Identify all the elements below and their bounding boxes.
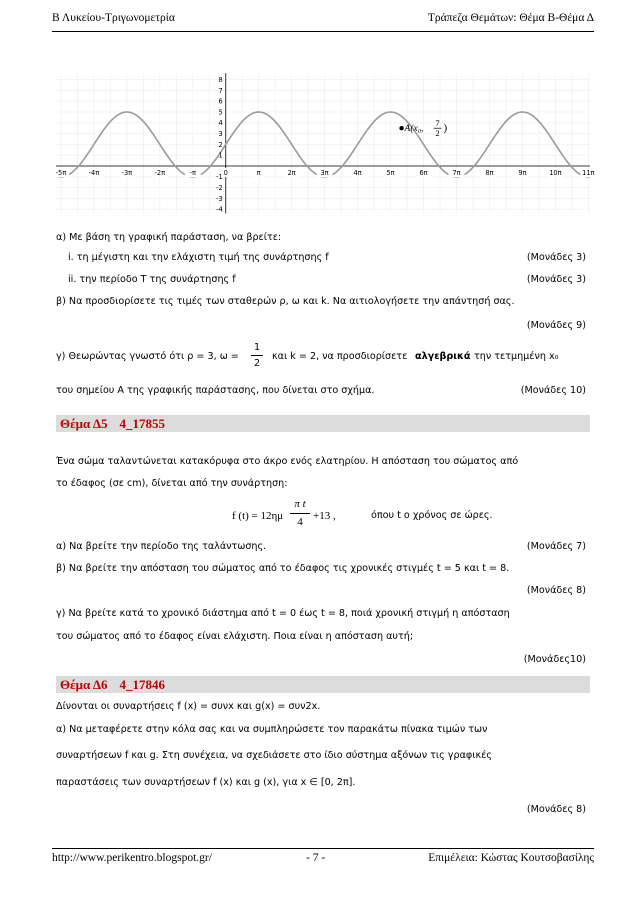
footer-rule: [52, 848, 594, 849]
d5-formula-note: όπου t ο χρόνος σε ώρες.: [371, 510, 493, 521]
d5-b-points: (Μονάδες 8): [526, 585, 586, 596]
q-a-i-points: (Μονάδες 3): [526, 252, 586, 263]
y-tick-label: 4: [218, 119, 223, 128]
x-tick-label: 0: [223, 169, 228, 177]
x-tick-label: -π: [189, 169, 196, 177]
q-b: β) Να προσδιορίσετε τις τιμές των σταθερών ρ, ω και k. Να αιτιολογήσετε την απάντησή σας.: [56, 296, 515, 307]
page-footer: [52, 852, 594, 868]
q-c-points: (Μονάδες 10): [520, 385, 586, 396]
x-tick-label: 10π: [549, 169, 562, 177]
d6-code: 4_17846: [119, 677, 165, 692]
q-c-bold: αλγεβρικά: [415, 351, 471, 362]
y-tick-label: 1: [218, 151, 223, 160]
footer-link[interactable]: http://www.perikentro.blogspot.gr/: [52, 852, 212, 864]
y-tick-label: 5: [218, 108, 223, 117]
d6-title: Θέμα Δ6: [60, 677, 108, 692]
x-tick-label: 5π: [386, 169, 395, 177]
y-tick-label: 7: [218, 86, 223, 95]
y-tick-label: 8: [218, 76, 223, 84]
q-c-frac-line: [251, 355, 263, 356]
sine-graph: [55, 64, 595, 214]
q-c-line2: του σημείου A της γραφικής παράστασης, που δίνεται στο σχήμα.: [56, 385, 375, 396]
y-tick-label: -1: [216, 173, 223, 182]
x-tick-label: π: [256, 169, 261, 177]
header-rule: [52, 31, 594, 32]
x-tick-label: -5π: [55, 169, 67, 177]
point-a-frac-num: 7: [435, 118, 440, 129]
d6-a1: α) Να μεταφέρετε στην κόλα σας και να συμπληρώσετε τον παρακάτω πίνακα τιμών των: [56, 724, 488, 735]
d5-code: 4_17855: [119, 416, 165, 431]
q-c-mid: και k = 2, να προσδιορίσετε: [272, 351, 408, 362]
d5-formula-line: [290, 513, 310, 514]
d6-a2: συναρτήσεων f και g. Στη συνέχεια, να σχεδιάσετε στο ίδιο σύστημα αξόνων τις γραφικές: [56, 750, 492, 761]
x-tick-label: -2π: [154, 169, 166, 177]
x-tick-label: 4π: [353, 169, 362, 177]
q-a: α) Με βάση τη γραφική παράσταση, να βρείτε:: [56, 232, 282, 243]
d5-formula-left: f (t) = 12ημ: [232, 510, 284, 522]
q-a-ii-points: (Μονάδες 3): [526, 274, 586, 285]
d6-a3: παραστάσεις των συναρτήσεων f (x) και g (x), για x ∈ [0, 2π].: [56, 777, 356, 788]
y-tick-label: -2: [216, 184, 223, 192]
d5-c2: του σώματος από το έδαφος είναι ελάχιστη. Ποια είναι η απόσταση αυτή;: [56, 631, 414, 642]
graph-svg: [55, 64, 595, 214]
x-tick-label: 7π: [452, 169, 461, 177]
d6-a-points: (Μονάδες 8): [526, 804, 586, 815]
x-tick-label: 6π: [419, 169, 428, 177]
x-tick-label: -3π: [121, 169, 133, 177]
point-a-frac-den: 2: [435, 128, 440, 139]
q-c-frac-den: 2: [253, 358, 261, 369]
y-tick-label: -3: [216, 194, 223, 203]
q-c-pre: γ) Θεωρώντας γνωστό ότι ρ = 3, ω =: [56, 351, 239, 362]
x-tick-label: 3π: [320, 169, 329, 177]
d5-a: α) Να βρείτε την περίοδο της ταλάντωσης.: [56, 541, 267, 552]
x-tick-label: 9π: [518, 169, 527, 177]
x-tick-label: 8π: [485, 169, 494, 177]
y-tick-label: 3: [218, 130, 223, 138]
y-tick-label: 6: [218, 97, 223, 106]
y-tick-label: 2: [218, 140, 223, 149]
header-left: Β Λυκείου-Τριγωνομετρία: [52, 12, 175, 24]
page-number: - 7 -: [306, 852, 326, 864]
d5-line2: το έδαφος (σε cm), δίνεται από την συνάρτηση:: [56, 478, 288, 489]
point-a-marker: [399, 126, 403, 130]
d5-c-points: (Μονάδες10): [523, 654, 586, 665]
x-tick-label: -4π: [88, 169, 100, 177]
header-right: Τράπεζα Θεμάτων: Θέμα Β-Θέμα Δ: [427, 12, 594, 24]
section-bar-d6: [56, 676, 590, 693]
d5-a-points: (Μονάδες 7): [526, 541, 586, 552]
q-c-frac-num: 1: [253, 342, 261, 353]
d5-formula-num: π t: [294, 498, 306, 510]
d6-line1: Δίνονται οι συναρτήσεις f (x) = συνx και g(x) = συν2x.: [56, 701, 321, 712]
x-tick-label: 11π: [582, 169, 595, 177]
q-a-ii: ii. την περίοδο T της συνάρτησης f: [68, 274, 236, 285]
d5-title: Θέμα Δ5: [60, 416, 108, 431]
section-bar-d5: [56, 415, 590, 432]
q-a-i: i. τη μέγιστη και την ελάχιστη τιμή της συνάρτησης f: [68, 252, 329, 263]
d5-formula-right: +13 ,: [313, 510, 336, 522]
page-header: [52, 12, 594, 28]
d5-b: β) Να βρείτε την απόσταση του σώματος από το έδαφος τις χρονικές στιγμές t = 5 και t = 8.: [56, 563, 510, 574]
y-tick-label: -4: [216, 205, 223, 214]
q-c-post: την τετμημένη x₀: [474, 351, 559, 362]
d5-line1: Ένα σώμα ταλαντώνεται κατακόρυφα στο άκρο ενός ελατηρίου. Η απόσταση του σώματος από: [56, 456, 519, 467]
x-tick-label: 2π: [287, 169, 296, 177]
point-a-label: A(x₀,: [404, 124, 424, 135]
d5-c1: γ) Να βρείτε κατά το χρονικό διάστημα από t = 0 έως t = 8, ποιά χρονική στιγμή η απόσταση: [56, 608, 510, 619]
d5-formula-den: 4: [297, 516, 303, 528]
footer-author: Επιμέλεια: Κώστας Κουτσοβασίλης: [428, 852, 594, 864]
q-b-points: (Μονάδες 9): [526, 320, 586, 331]
point-a-paren: ): [443, 122, 448, 135]
